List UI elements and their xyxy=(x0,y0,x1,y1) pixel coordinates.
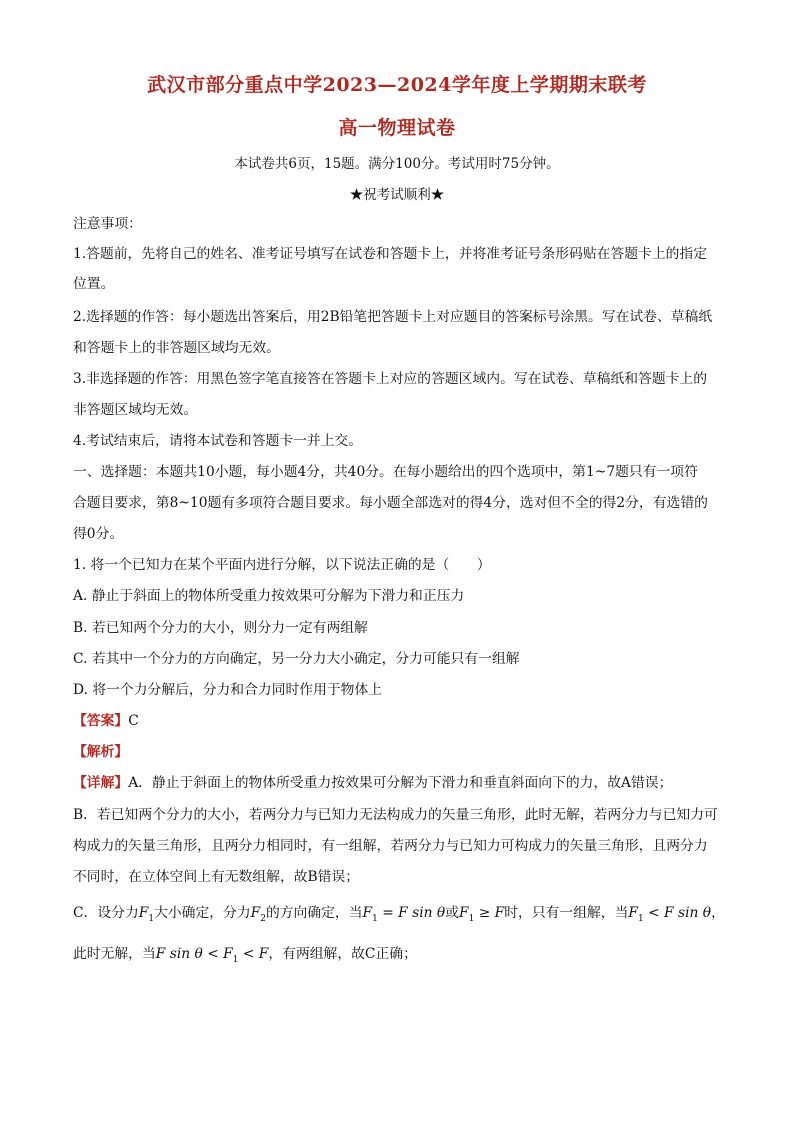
detail-line-c2 xyxy=(73,944,723,970)
math-run xyxy=(138,905,155,924)
notes-line: 非答题区域均无效。 xyxy=(73,402,198,418)
math-run xyxy=(362,905,446,924)
text-run: 时，只有一组解，当 xyxy=(504,905,629,921)
analysis-label: 【解析】 xyxy=(73,744,129,760)
text-run: C．设分力 xyxy=(73,905,139,921)
math-run xyxy=(628,905,712,924)
math-expression: < F xyxy=(238,946,269,962)
section-instructions-line: 一、选择题：本题共10小题，每小题4分，共40分。在每小题给出的四个选项中，第1~7题只有一项符 xyxy=(73,464,698,480)
math-run xyxy=(155,946,269,965)
text-run: 此时无解，当 xyxy=(73,946,156,962)
option-c: C. 若其中一个分力的方向确定，另一分力大小确定，分力可能只有一组解 xyxy=(73,651,520,667)
notes-line: 1.答题前，先将自己的姓名、准考证号填写在试卷和答题卡上，并将准考证号条形码贴在答题卡上的指定 xyxy=(73,246,708,262)
text-run: ，有两组解，故C正确； xyxy=(268,946,417,962)
exam-subtitle: 高一物理试卷 xyxy=(338,117,456,139)
math-run xyxy=(459,905,505,924)
math-subscript: 1 xyxy=(637,913,644,924)
notes-line: 3.非选择题的作答：用黑色签字笔直接答在答题卡上对应的答题区域内。写在试卷、草稿纸和答题卡上的 xyxy=(73,371,708,387)
math-symbol: F xyxy=(362,905,373,921)
notes-heading: 注意事项： xyxy=(73,216,142,232)
option-b: B. 若已知两个分力的大小，则分力一定有两组解 xyxy=(73,620,368,636)
detail-row xyxy=(73,773,723,793)
math-subscript: 1 xyxy=(232,954,239,965)
text-run: ， xyxy=(711,905,725,921)
notes-line: 位置。 xyxy=(73,276,115,292)
notes-line: 和答题卡上的非答题区域均无效。 xyxy=(73,340,280,356)
answer-value: C xyxy=(128,713,139,729)
detail-label: 【详解】 xyxy=(73,775,129,791)
math-subscript: 1 xyxy=(148,913,155,924)
answer-row xyxy=(73,711,723,731)
text-run: 或 xyxy=(445,905,460,921)
option-d: D. 将一个力分解后，分力和合力同时作用于物体上 xyxy=(73,682,383,698)
detail-line-c1 xyxy=(73,903,723,929)
section-instructions-line: 得0分。 xyxy=(73,526,124,542)
analysis-row xyxy=(73,742,723,762)
detail-line: 不同时，在立体空间上有无数组解，故B错误； xyxy=(73,869,360,885)
math-expression: < F sin θ xyxy=(643,905,712,921)
math-symbol: F xyxy=(138,905,149,921)
math-symbol: F xyxy=(250,905,261,921)
text-run: 大小确定，分力 xyxy=(154,905,251,921)
notes-line: 2.选择题的作答：每小题选出答案后，用2B铅笔把答题卡上对应题目的答案标号涂黑。写在试卷、草稿纸 xyxy=(73,309,713,325)
question-stem: 1. 将一个已知力在某个平面内进行分解，以下说法正确的是（ ） xyxy=(73,557,491,573)
math-symbol: F xyxy=(459,905,469,921)
math-symbol: F xyxy=(628,905,638,921)
exam-wish: ★祝考试顺利★ xyxy=(349,187,445,203)
math-expression: F sin θ < F xyxy=(155,946,233,962)
detail-text: A．静止于斜面上的物体所受重力按效果可分解为下滑力和垂直斜面向下的力，故A错误； xyxy=(128,775,673,791)
exam-title: 武汉市部分重点中学2023—2024学年度上学期期末联考 xyxy=(147,74,647,96)
notes-line: 4.考试结束后，请将本试卷和答题卡一并上交。 xyxy=(73,433,363,449)
math-run xyxy=(250,905,266,924)
math-expression: ≥ F xyxy=(474,905,505,921)
detail-line: 构成力的矢量三角形，且两分力相同时，有一组解，若两分力与已知力可构成力的矢量三角形，且两分力 xyxy=(73,838,708,854)
math-expression: = F sin θ xyxy=(377,905,446,921)
math-subscript: 2 xyxy=(260,913,266,924)
math-subscript: 1 xyxy=(468,913,475,924)
option-a: A. 静止于斜面上的物体所受重力按效果可分解为下滑力和正压力 xyxy=(73,588,465,604)
math-subscript: 1 xyxy=(372,913,378,924)
answer-label: 【答案】 xyxy=(73,713,129,729)
exam-info: 本试卷共6页，15题。满分100分。考试用时75分钟。 xyxy=(234,156,560,172)
section-instructions-line: 合题目要求，第8~10题有多项符合题目要求。每小题全部选对的得4分，选对但不全的得2分，有选错的 xyxy=(73,495,708,511)
text-run: 的方向确定，当 xyxy=(265,905,363,921)
detail-line: B．若已知两个分力的大小，若两分力与已知力无法构成力的矢量三角形，此时无解，若两分力与已知力可 xyxy=(73,807,718,823)
